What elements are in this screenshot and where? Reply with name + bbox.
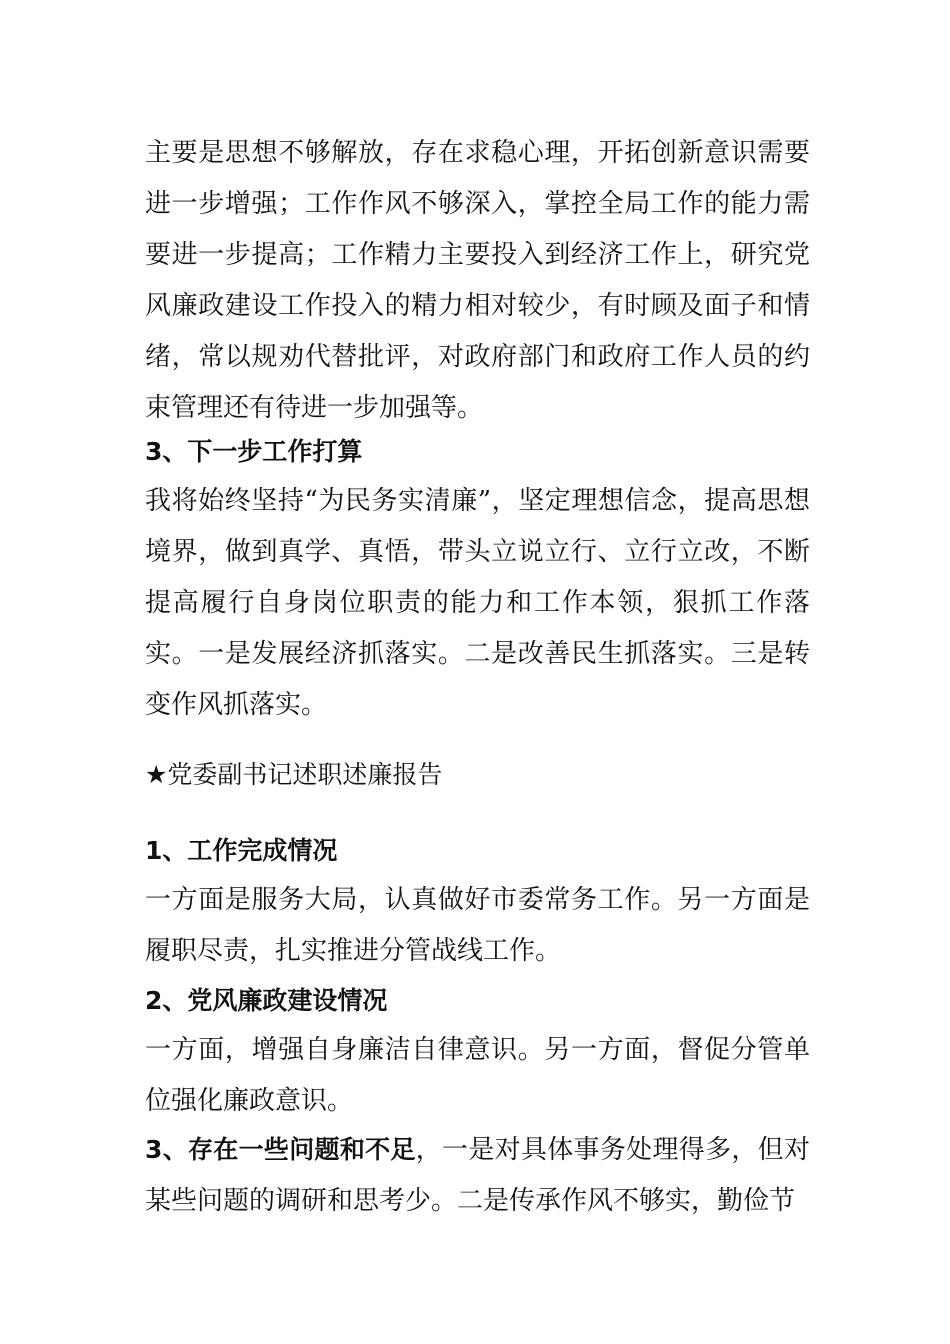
heading-problems: 3、存在一些问题和不足 (145, 1135, 416, 1164)
paragraph-integrity: 一方面，增强自身廉洁自律意识。另一方面，督促分管单位强化廉政意识。 (145, 1035, 810, 1116)
heading-integrity: 2、党风廉政建设情况 (145, 986, 388, 1015)
paragraph-problems (145, 1124, 810, 1227)
paragraph-shortcomings: 主要是思想不够解放，存在求稳心理，开拓创新意识需要进一步增强；工作作风不够深入，掌控全局工作的能力需要进一步提高；工作精力主要投入到经济工作上，研究党风廉政建设工作投入的精力相对较少，有时顾及面子和情绪，常以规劝代替批评，对政府部门和政府工作人员的约束管理还有待进一步加强等。 (145, 138, 810, 423)
paragraph-work-done: 一方面是服务大局，认真做好市委常务工作。另一方面是履职尽责，扎实推进分管战线工作。 (145, 885, 810, 966)
paragraph-next-steps: 我将始终坚持“为民务实清廉”，坚定理想信念，提高思想境界，做到真学、真悟，带头立说立行、立行立改，不断提高履行自身岗位职责的能力和工作本领，狠抓工作落实。一是发展经济抓落实。二是改善民生抓落实。三是转变作风抓落实。 (145, 486, 810, 720)
heading-next-steps: 3、下一步工作打算 (145, 437, 363, 466)
paragraph-problems-text: ，一是对具体事务处理得多，但对某些问题的调研和思考少。二是传承作风不够实，勤俭节 (145, 1135, 810, 1216)
report-title: ★党委副书记述职述廉报告 (145, 760, 443, 789)
heading-work-done: 1、工作完成情况 (145, 836, 338, 865)
